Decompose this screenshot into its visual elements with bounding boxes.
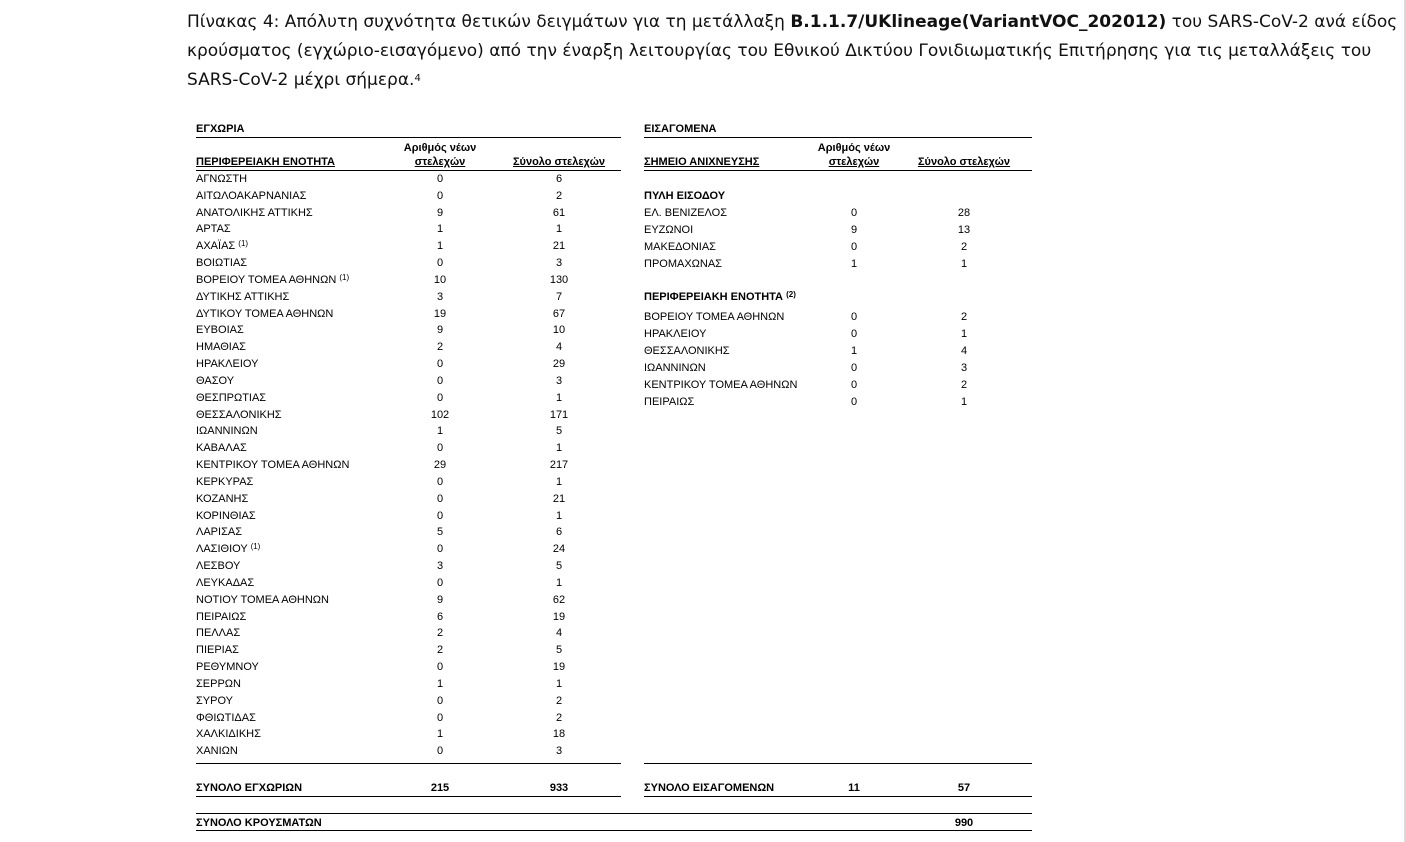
table-row-region: ΕΥΒΟΙΑΣ xyxy=(196,324,244,337)
table-cell-total: 2 xyxy=(555,189,563,202)
table-cell-new: 0 xyxy=(436,711,444,724)
column-header-new: στελεχών xyxy=(828,156,880,168)
table-cell-new: 1 xyxy=(436,240,444,253)
table-row-region: ΗΡΑΚΛΕΙΟΥ xyxy=(196,358,259,371)
table-cell-total: 10 xyxy=(552,324,566,337)
caption-text: Πίνακας 4: Απόλυτη συχνότητα θετικών δειγμάτων για τη μετάλλαξη xyxy=(187,12,791,32)
grand-total-label: ΣΥΝΟΛΟ ΚΡΟΥΣΜΑΤΩΝ xyxy=(196,817,322,829)
table-cell-total: 2 xyxy=(960,241,968,253)
table-cell-total: 130 xyxy=(549,273,569,286)
total-new-imported: 11 xyxy=(848,782,860,794)
table-cell-total: 2 xyxy=(555,694,563,707)
table-cell-new: 9 xyxy=(436,593,444,606)
table-cell-new: 0 xyxy=(436,358,444,371)
table-cell-total: 29 xyxy=(552,358,566,371)
table-cell-new: 0 xyxy=(436,661,444,674)
table-cell-total: 67 xyxy=(552,307,566,320)
table-row-entry-point: ΕΛ. ΒΕΝΙΖΕΛΟΣ xyxy=(644,207,727,219)
group-title-entry-gate: ΠΥΛΗ ΕΙΣΟΔΟΥ xyxy=(644,190,726,202)
group-title-region: ΠΕΡΙΦΕΡΕΙΑΚΗ ΕΝΟΤΗΤΑ $^{(2)}$ xyxy=(644,290,796,303)
caption-line-1 xyxy=(187,8,1406,37)
rule xyxy=(644,796,1032,797)
table-cell-new: 0 xyxy=(436,576,444,589)
column-header-new: στελεχών xyxy=(414,156,466,168)
total-label-imported: ΣΥΝΟΛΟ ΕΙΣΑΓΟΜΕΝΩΝ xyxy=(644,782,775,794)
table-cell-new: 1 xyxy=(850,345,858,357)
table-cell-total: 171 xyxy=(549,408,569,421)
table-cell-new: 2 xyxy=(436,644,444,657)
table-row-region: ΔΥΤΙΚΗΣ ΑΤΤΙΚΗΣ xyxy=(196,290,290,303)
table-cell-total: 24 xyxy=(552,543,566,556)
table-cell-total: 3 xyxy=(960,362,968,374)
table-cell-total: 1 xyxy=(555,391,563,404)
caption-line-3 xyxy=(187,66,1406,95)
rule xyxy=(196,830,1032,831)
footnote-marker: 4 xyxy=(414,73,421,84)
rule xyxy=(196,170,621,171)
table-cell-total: 1 xyxy=(555,223,563,236)
caption-text: του SARS-CoV-2 ανά είδος xyxy=(1166,12,1398,32)
table-cell-new: 1 xyxy=(436,425,444,438)
table-cell-new: 5 xyxy=(436,526,444,539)
table-row-region: ΙΩΑΝΝΙΝΩΝ xyxy=(196,425,258,438)
caption-text: SARS-CoV-2 μέχρι σήμερα. xyxy=(187,70,415,90)
table-cell-new: 0 xyxy=(436,492,444,505)
table-row-region: ΣΥΡΟΥ xyxy=(196,694,234,707)
section-title-imported: ΕΙΣΑΓΟΜΕΝΑ xyxy=(644,123,717,135)
table-row-region: ΑΧΑΪΑΣ $^{(1)}$ xyxy=(196,239,249,253)
table-row-region: ΑΙΤΩΛΟΑΚΑΡΝΑΝΙΑΣ xyxy=(196,189,307,202)
table-row-region: ΛΕΥΚΑΔΑΣ xyxy=(196,576,255,589)
table-row-region: ΑΡΤΑΣ xyxy=(196,223,231,236)
column-header-region: ΠΕΡΙΦΕΡΕΙΑΚΗ ΕΝΟΤΗΤΑ xyxy=(196,156,336,168)
table-row-region: ΡΕΘΥΜΝΟΥ xyxy=(196,661,259,674)
table-cell-total: 1 xyxy=(960,396,968,408)
table-cell-total: 13 xyxy=(957,224,971,236)
caption-line-2: κρούσματος (εγχώριο-εισαγόμενο) από την έναρξη λειτουργίας του Εθνικού Δικτύου Γονιδιωματικής Επιτήρησης για τις μεταλλάξεις του xyxy=(187,41,1372,61)
table-cell-new: 0 xyxy=(436,509,444,522)
footnote-marker: (1) xyxy=(238,239,249,249)
table-row-region: ΘΕΣΠΡΩΤΙΑΣ xyxy=(196,391,267,404)
table-cell-total: 6 xyxy=(555,173,563,185)
table-cell-total: 1 xyxy=(960,328,968,340)
table-cell-new: 0 xyxy=(436,694,444,707)
section-title-domestic: ΕΓΧΩΡΙΑ xyxy=(196,123,245,135)
table-cell-total: 3 xyxy=(555,745,563,758)
table-row-region: ΚΑΒΑΛΑΣ xyxy=(196,442,247,455)
grand-total-value: 990 xyxy=(954,817,974,829)
footnote-marker: (2) xyxy=(786,290,796,299)
table-cell-total: 18 xyxy=(552,728,566,741)
footnote-marker: (1) xyxy=(250,542,261,552)
table-row-region: ΚΕΡΚΥΡΑΣ xyxy=(196,475,254,488)
table-row-region: ΛΕΣΒΟΥ xyxy=(196,560,241,573)
column-header-new: Αριθμός νέων xyxy=(817,142,891,154)
table-cell-total: 1 xyxy=(555,442,563,455)
total-new-domestic: 215 xyxy=(430,782,450,794)
table-row-region: ΗΜΑΘΙΑΣ xyxy=(196,341,246,354)
table-row-region: ΚΕΝΤΡΙΚΟΥ ΤΟΜΕΑ ΑΘΗΝΩΝ xyxy=(644,379,798,391)
rule xyxy=(644,170,1032,171)
column-header-total: Σύνολο στελεχών xyxy=(917,156,1011,168)
table-cell-total: 217 xyxy=(549,459,569,472)
table-row-entry-point: ΜΑΚΕΔΟΝΙΑΣ xyxy=(644,241,716,253)
rule xyxy=(644,137,1032,138)
table-cell-new: 102 xyxy=(430,408,450,421)
table-cell-total: 3 xyxy=(555,374,563,387)
table-cell-new: 0 xyxy=(436,543,444,556)
table-cell-new: 0 xyxy=(850,207,858,219)
table-cell-new: 0 xyxy=(436,745,444,758)
table-cell-new: 6 xyxy=(436,610,444,623)
table-row-region: ΚΟΡΙΝΘΙΑΣ xyxy=(196,509,256,522)
table-cell-total: 1 xyxy=(555,509,563,522)
table-row-region: ΔΥΤΙΚΟΥ ΤΟΜΕΑ ΑΘΗΝΩΝ xyxy=(196,307,334,320)
table-cell-new: 0 xyxy=(436,173,444,185)
table-row-region: ΦΘΙΩΤΙΔΑΣ xyxy=(196,711,256,724)
table-row-region: ΗΡΑΚΛΕΙΟΥ xyxy=(644,328,707,340)
table-cell-new: 9 xyxy=(436,206,444,219)
table-row-region: ΚΟΖΑΝΗΣ xyxy=(196,492,249,505)
table-cell-new: 0 xyxy=(850,396,858,408)
table-cell-total: 6 xyxy=(555,526,563,539)
table-cell-new: 0 xyxy=(436,374,444,387)
table-cell-new: 3 xyxy=(436,560,444,573)
table-cell-new: 0 xyxy=(850,328,858,340)
table-row-entry-point: ΠΡΟΜΑΧΩΝΑΣ xyxy=(644,258,722,270)
table-cell-total: 2 xyxy=(960,311,968,323)
table-cell-new: 1 xyxy=(436,677,444,690)
table-row-entry-point: ΕΥΖΩΝΟΙ xyxy=(644,224,694,236)
column-header-total: Σύνολο στελεχών xyxy=(512,156,606,168)
table-cell-total: 21 xyxy=(552,240,566,253)
table-cell-total: 2 xyxy=(960,379,968,391)
table-cell-total: 4 xyxy=(555,627,563,640)
table-cell-new: 0 xyxy=(436,442,444,455)
table-cell-total: 5 xyxy=(555,425,563,438)
table-cell-total: 62 xyxy=(552,593,566,606)
rule xyxy=(196,796,621,797)
column-header-point: ΣΗΜΕΙΟ ΑΝΙΧΝΕΥΣΗΣ xyxy=(644,156,760,168)
table-row-region: ΘΕΣΣΑΛΟΝΙΚΗΣ xyxy=(196,408,282,421)
table-row-region: ΘΑΣΟΥ xyxy=(196,374,235,387)
table-row-region: ΧΑΝΙΩΝ xyxy=(196,745,238,758)
table-row-region: ΠΕΙΡΑΙΩΣ xyxy=(196,610,247,623)
table-cell-new: 0 xyxy=(436,189,444,202)
table-cell-new: 9 xyxy=(850,224,858,236)
table-row-region: ΑΝΑΤΟΛΙΚΗΣ ΑΤΤΙΚΗΣ xyxy=(196,206,313,219)
table-row-region: ΚΕΝΤΡΙΚΟΥ ΤΟΜΕΑ ΑΘΗΝΩΝ xyxy=(196,459,350,472)
variant-name: B.1.1.7/UKlineage(VariantVOC_202012) xyxy=(790,12,1167,32)
table-cell-new: 19 xyxy=(433,307,447,320)
table-row-region: ΛΑΣΙΘΙΟΥ $^{(1)}$ xyxy=(196,542,261,556)
table-cell-new: 10 xyxy=(433,273,447,286)
table-cell-new: 3 xyxy=(436,290,444,303)
table-cell-total: 1 xyxy=(555,475,563,488)
rule xyxy=(196,763,621,764)
rule xyxy=(196,813,1032,814)
table-row-region: ΙΩΑΝΝΙΝΩΝ xyxy=(644,362,706,374)
table-cell-new: 9 xyxy=(436,324,444,337)
table-row-region: ΠΕΛΛΑΣ xyxy=(196,627,241,640)
total-total-domestic: 933 xyxy=(549,782,569,794)
table-cell-total: 4 xyxy=(960,345,968,357)
table-cell-total: 3 xyxy=(555,257,563,270)
table-row-region: ΒΟΡΕΙΟΥ ΤΟΜΕΑ ΑΘΗΝΩΝ xyxy=(644,311,785,323)
rule xyxy=(644,763,1032,764)
table-row-region: ΝΟΤΙΟΥ ΤΟΜΕΑ ΑΘΗΝΩΝ xyxy=(196,593,329,606)
table-cell-new: 2 xyxy=(436,627,444,640)
table-cell-new: 1 xyxy=(850,258,858,270)
table-cell-total: 21 xyxy=(552,492,566,505)
table-cell-new: 1 xyxy=(436,223,444,236)
table-cell-new: 1 xyxy=(436,728,444,741)
table-cell-total: 5 xyxy=(555,644,563,657)
table-cell-new: 0 xyxy=(436,257,444,270)
table-row-region: ΧΑΛΚΙΔΙΚΗΣ xyxy=(196,728,261,741)
table-row-region: ΒΟΡΕΙΟΥ ΤΟΜΕΑ ΑΘΗΝΩΝ $^{(1)}$ xyxy=(196,272,350,286)
table-cell-total: 19 xyxy=(552,610,566,623)
table-cell-total: 5 xyxy=(555,560,563,573)
table-cell-total: 2 xyxy=(555,711,563,724)
table-row-region: ΑΓΝΩΣΤΗ xyxy=(196,173,248,185)
table-cell-total: 1 xyxy=(555,677,563,690)
table-cell-new: 29 xyxy=(433,459,447,472)
table-cell-new: 0 xyxy=(436,475,444,488)
table-row-region: ΠΙΕΡΙΑΣ xyxy=(196,644,239,657)
rule xyxy=(196,137,621,138)
table-row-region: ΘΕΣΣΑΛΟΝΙΚΗΣ xyxy=(644,345,730,357)
footnote-marker: (1) xyxy=(339,272,350,282)
table-row-region: ΠΕΙΡΑΙΩΣ xyxy=(644,396,695,408)
table-cell-total: 19 xyxy=(552,661,566,674)
table-cell-total: 1 xyxy=(555,576,563,589)
table-cell-new: 0 xyxy=(850,379,858,391)
table-row-region: ΒΟΙΩΤΙΑΣ xyxy=(196,257,248,270)
table-cell-new: 2 xyxy=(436,341,444,354)
table-cell-total: 7 xyxy=(555,290,563,303)
table-cell-total: 1 xyxy=(960,258,968,270)
table-cell-new: 0 xyxy=(850,311,858,323)
table-cell-new: 0 xyxy=(436,391,444,404)
table-cell-total: 4 xyxy=(555,341,563,354)
table-cell-new: 0 xyxy=(850,362,858,374)
total-total-imported: 57 xyxy=(957,782,971,794)
table-caption xyxy=(187,8,1406,95)
total-label-domestic: ΣΥΝΟΛΟ ΕΓΧΩΡΙΩΝ xyxy=(196,782,303,794)
table-cell-new: 0 xyxy=(850,241,858,253)
column-header-new: Αριθμός νέων xyxy=(403,142,477,154)
table-cell-total: 61 xyxy=(552,206,566,219)
table-cell-total: 28 xyxy=(957,207,971,219)
table-row-region: ΛΑΡΙΣΑΣ xyxy=(196,526,243,539)
table-row-region: ΣΕΡΡΩΝ xyxy=(196,677,241,690)
